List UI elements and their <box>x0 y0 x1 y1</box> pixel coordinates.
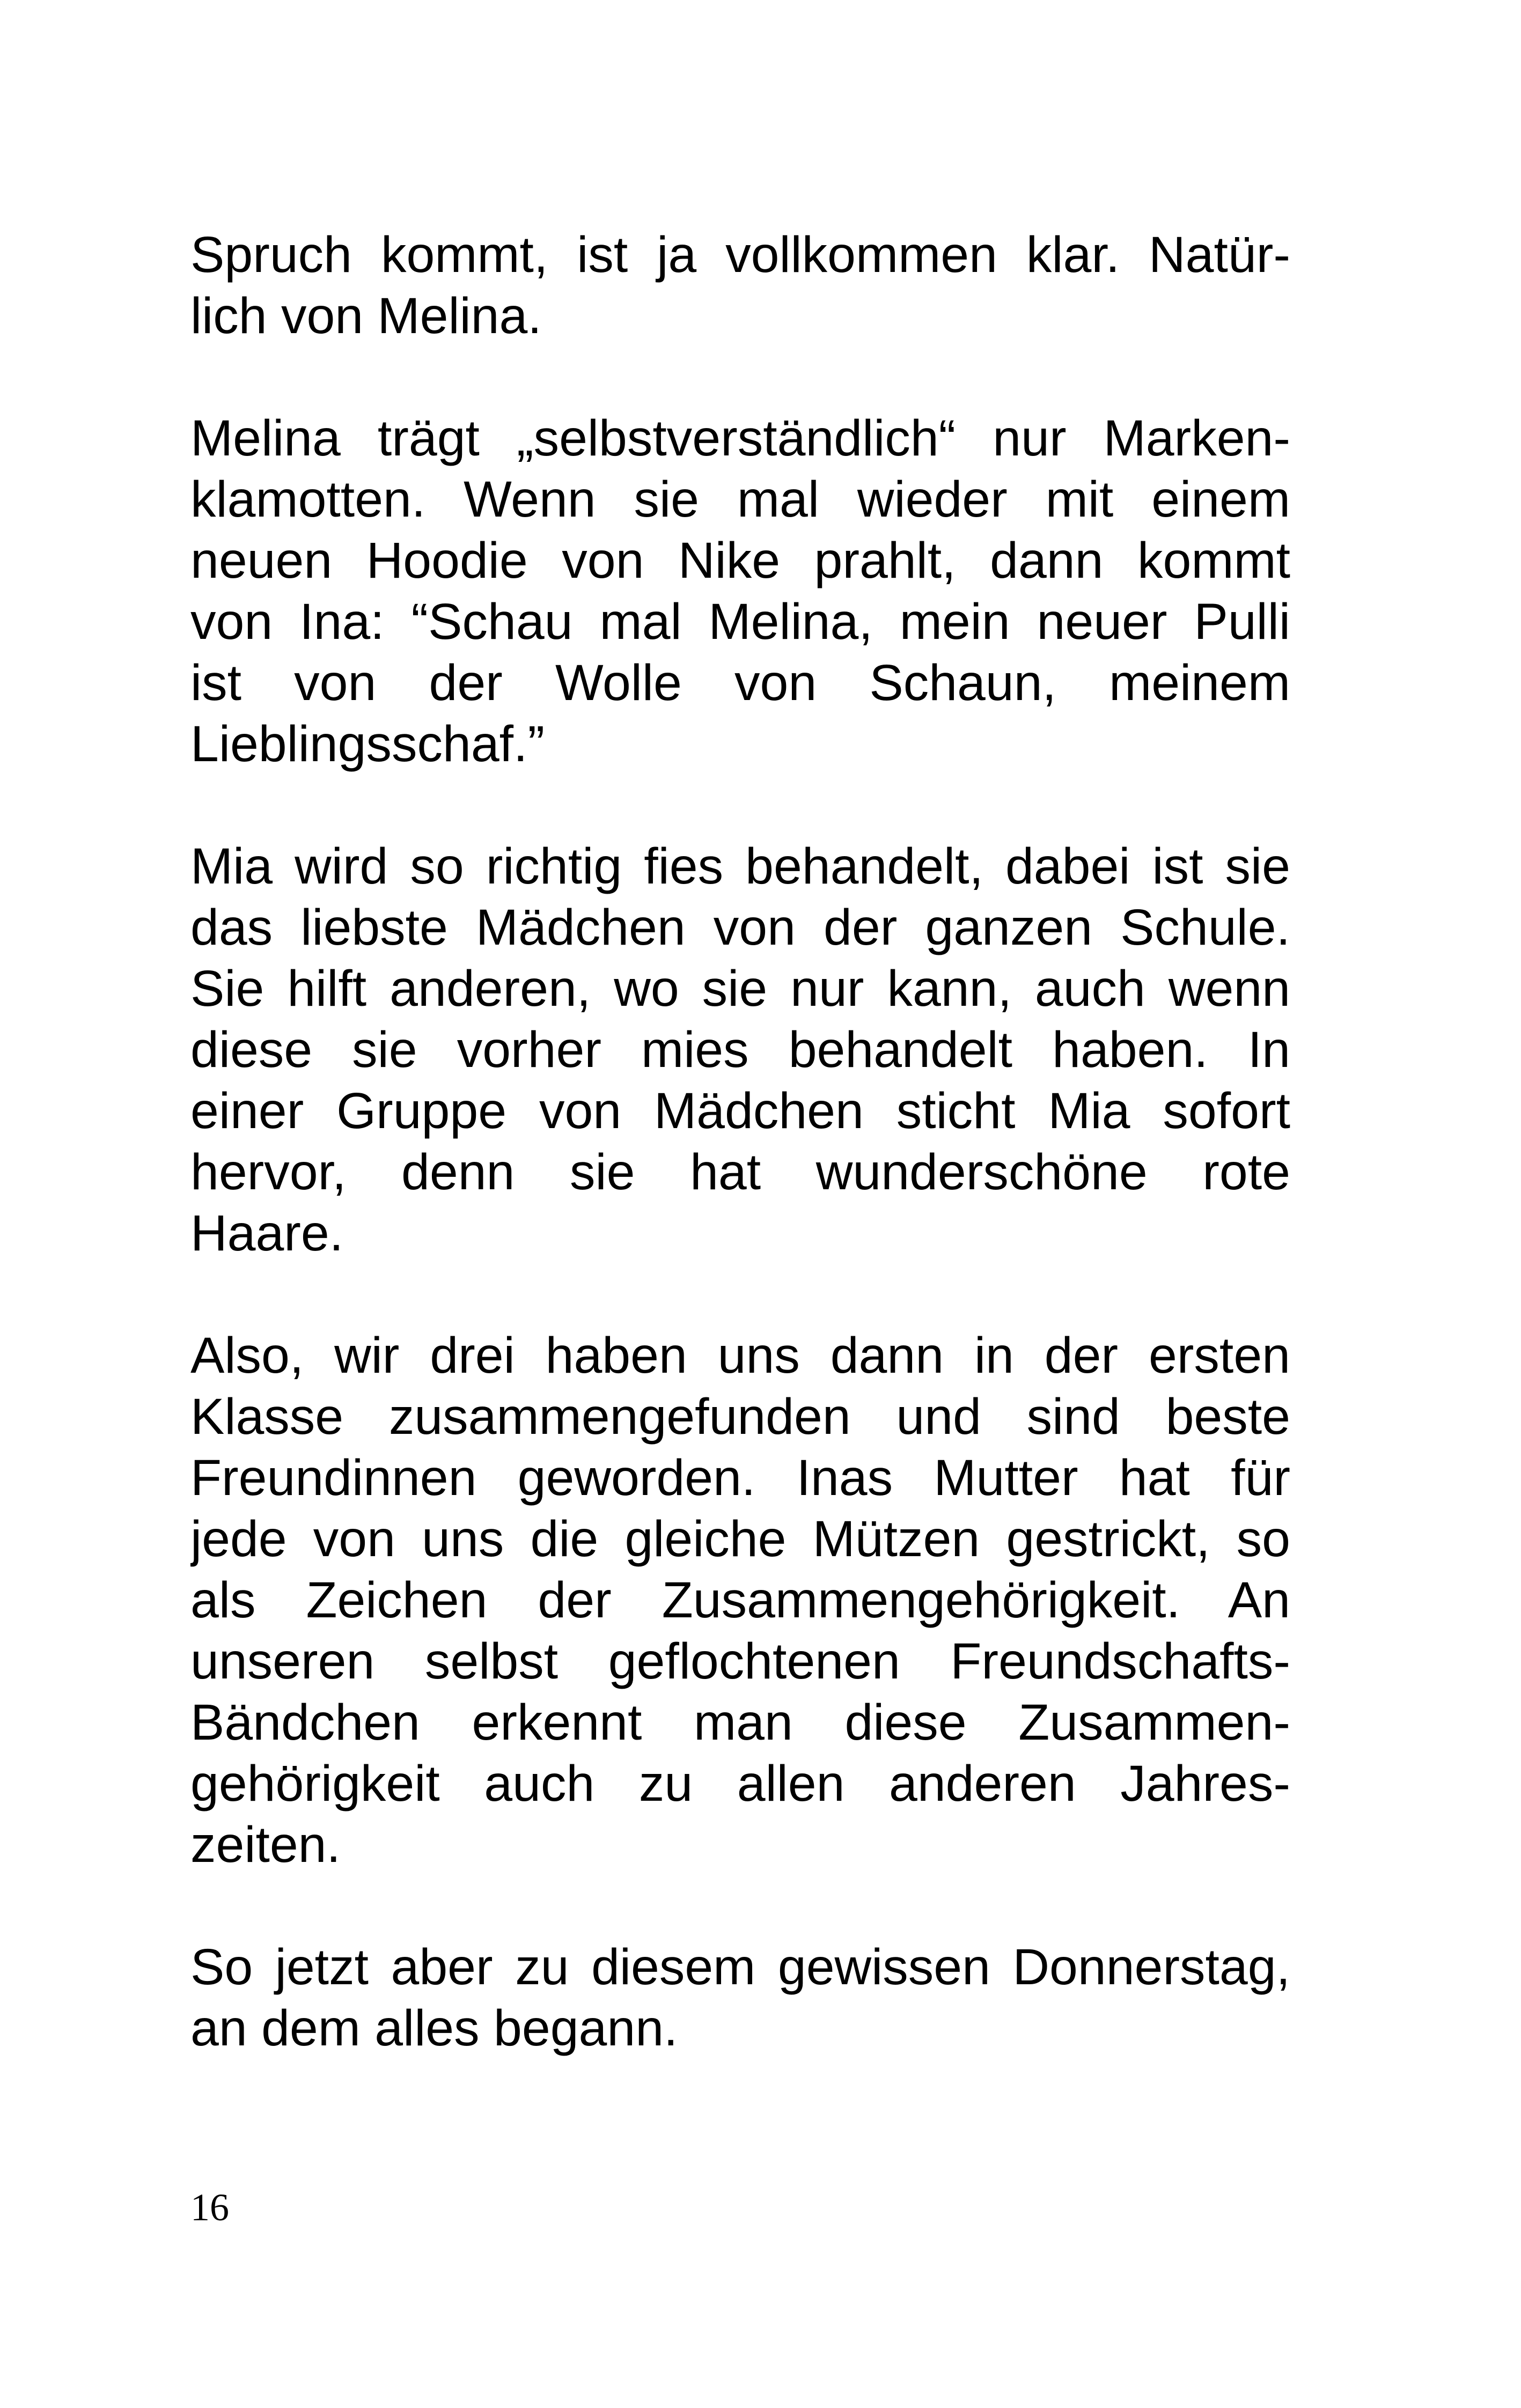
text-line: das liebste Mädchen von der ganzen Schule. <box>190 899 1290 956</box>
text-line: Also, wir drei haben uns dann in der ersten <box>190 1327 1290 1384</box>
text-line: Mia wird so richtig fies behandelt, dabei ist sie <box>190 838 1290 895</box>
body-text <box>190 224 1290 2120</box>
paragraph-5 <box>190 1936 1290 2059</box>
text-line: Klasse zusammengefunden und sind beste <box>190 1388 1290 1445</box>
text-line: einer Gruppe von Mädchen sticht Mia sofort <box>190 1083 1290 1139</box>
paragraph-1 <box>190 224 1290 347</box>
text-line: Spruch kommt, ist ja vollkommen klar. Natür- <box>190 226 1290 283</box>
text-line: unseren selbst geflochtenen Freundschafts- <box>190 1633 1290 1690</box>
text-line: zeiten. <box>190 1816 341 1873</box>
page-number: 16 <box>190 2186 229 2229</box>
text-line: So jetzt aber zu diesem gewissen Donnerstag, <box>190 1939 1290 1995</box>
paragraph-4 <box>190 1325 1290 1875</box>
text-line: Lieblingsschaf.” <box>190 716 545 772</box>
text-line: klamotten. Wenn sie mal wieder mit einem <box>190 471 1290 528</box>
text-line: diese sie vorher mies behandelt haben. In <box>190 1021 1290 1078</box>
paragraph-3 <box>190 836 1290 1264</box>
text-line: Melina trägt „selbstverständlich“ nur Marken- <box>190 410 1290 467</box>
text-line: Haare. <box>190 1205 344 1262</box>
text-line: von Ina: “Schau mal Melina, mein neuer Pulli <box>190 593 1290 650</box>
text-line: lich von Melina. <box>190 288 542 344</box>
text-line: Bändchen erkennt man diese Zusammen- <box>190 1694 1290 1751</box>
text-line: neuen Hoodie von Nike prahlt, dann kommt <box>190 532 1290 589</box>
text-line: als Zeichen der Zusammengehörigkeit. An <box>190 1572 1290 1629</box>
paragraph-2 <box>190 408 1290 775</box>
text-line: ist von der Wolle von Schaun, meinem <box>190 654 1290 711</box>
text-line: jede von uns die gleiche Mützen gestrickt, so <box>190 1511 1290 1567</box>
text-line: hervor, denn sie hat wunderschöne rote <box>190 1144 1290 1201</box>
text-line: Freundinnen geworden. Inas Mutter hat für <box>190 1449 1290 1506</box>
text-line: Sie hilft anderen, wo sie nur kann, auch wenn <box>190 960 1290 1017</box>
text-line: gehörigkeit auch zu allen anderen Jahres- <box>190 1755 1290 1812</box>
text-line: an dem alles begann. <box>190 2000 678 2057</box>
